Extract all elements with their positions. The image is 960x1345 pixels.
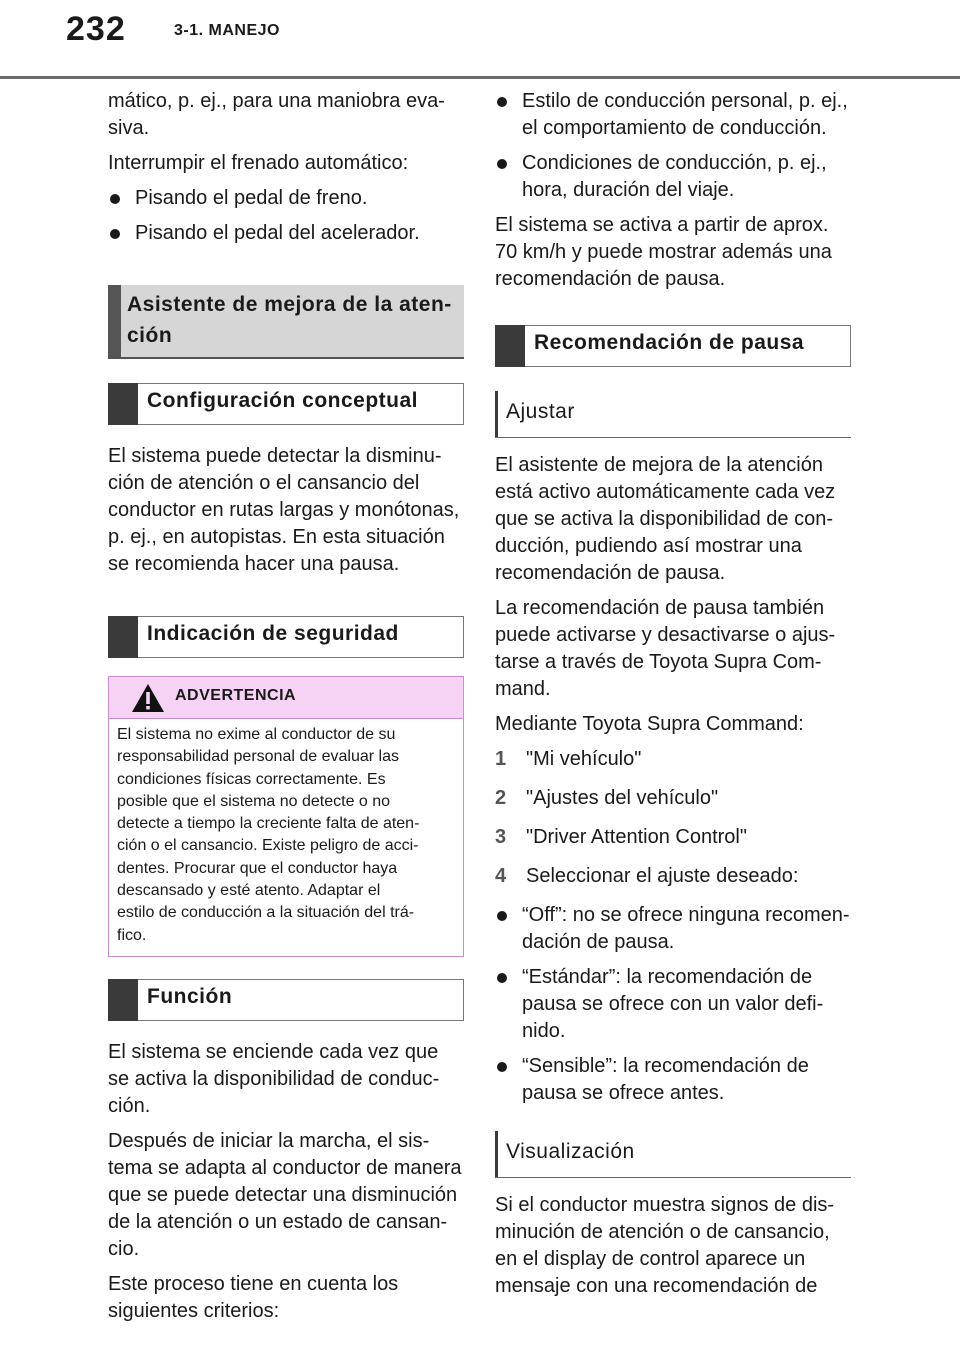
- list-item-text: “Sensible”: la recomendación de pausa se ofrece antes.: [522, 1055, 809, 1104]
- list-item-text: Pisando el pedal de freno.: [135, 187, 368, 209]
- paragraph: El sistema puede detectar la disminu- ción de atención o el cansancio del conductor en rutas largas y monótonas, p. ej., en autopistas. En esta situación se recomienda hacer una pausa.: [108, 445, 460, 575]
- section-heading-text: Configuración conceptual: [147, 389, 419, 412]
- list-item: [108, 185, 464, 212]
- section-heading: [108, 979, 464, 1021]
- page-number: 232: [66, 10, 126, 48]
- step-item: [495, 746, 851, 773]
- main-heading: [108, 285, 464, 357]
- heading-bar: [495, 325, 525, 367]
- heading-underline: [108, 357, 464, 359]
- section-heading-text: Indicación de seguridad: [147, 622, 399, 645]
- bullet-icon: [497, 911, 507, 921]
- heading-bar: [108, 979, 138, 1021]
- list-item-text: Pisando el pedal del acelerador.: [135, 222, 420, 244]
- step-number: 1: [495, 748, 507, 770]
- paragraph: El asistente de mejora de la atención está activo automáticamente cada vez que se activa la disponibilidad de con- ducción, pudiendo así mostrar una recomendación de pausa.: [495, 454, 836, 584]
- step-item: [495, 824, 851, 851]
- bullet-icon: [497, 97, 507, 107]
- paragraph: Mediante Toyota Supra Command:: [495, 713, 804, 735]
- paragraph: mático, p. ej., para una maniobra eva- siva.: [108, 90, 445, 139]
- sub-heading-text: Ajustar: [506, 400, 575, 423]
- step-text: "Mi vehículo": [526, 748, 642, 770]
- paragraph: El sistema se enciende cada vez que se activa la disponibilidad de conduc- ción.: [108, 1040, 440, 1117]
- list-item: [495, 964, 851, 1045]
- list-item-text: Condiciones de conducción, p. ej., hora, duración del viaje.: [522, 152, 827, 201]
- sub-heading-bar: [495, 391, 498, 437]
- list-item-text: Estilo de conducción personal, p. ej., el comportamiento de conducción.: [522, 90, 848, 139]
- section-heading: [108, 383, 464, 425]
- list-item: [495, 88, 851, 142]
- sub-heading: [495, 391, 851, 438]
- bullet-icon: [110, 194, 120, 204]
- section-heading-text: Función: [147, 984, 233, 1008]
- paragraph: La recomendación de pausa también puede activarse y desactivarse o ajus- tarse a través de Toyota Supra Com- mand.: [495, 597, 836, 700]
- section-heading-text: Recomendación de pausa: [534, 331, 805, 354]
- list-item: [495, 1053, 851, 1107]
- paragraph: Después de iniciar la marcha, el sis- tema se adapta al conductor de manera que se puede detectar una disminución de la atención o un estado de cansan- cio.: [108, 1129, 462, 1260]
- heading-bar: [108, 285, 121, 357]
- step-text: "Driver Attention Control": [526, 826, 747, 848]
- bullet-icon: [497, 159, 507, 169]
- list-item: [495, 902, 851, 956]
- warning-header: [109, 677, 463, 719]
- list-item: [108, 220, 464, 247]
- main-heading-text: Asistente de mejora de la aten- ción: [127, 293, 452, 347]
- warning-icon: [131, 683, 165, 713]
- paragraph: Si el conductor muestra signos de dis- minución de atención o de cansancio, en el display de control aparece un mensaje con una recomendación de: [495, 1194, 835, 1297]
- sub-heading-bar: [495, 1131, 498, 1177]
- sub-heading-text: Visualización: [506, 1140, 635, 1163]
- header-rule: [0, 76, 960, 79]
- bullet-icon: [110, 229, 120, 239]
- section-title: 3-1. MANEJO: [174, 22, 280, 39]
- section-heading: [108, 616, 464, 658]
- right-column: [495, 88, 851, 1308]
- step-text: Seleccionar el ajuste deseado:: [526, 865, 799, 887]
- step-number: 4: [495, 865, 507, 887]
- step-item: [495, 785, 851, 812]
- warning-title: ADVERTENCIA: [175, 687, 297, 704]
- paragraph: El sistema se activa a partir de aprox. 70 km/h y puede mostrar además una recomendación de pausa.: [495, 214, 832, 290]
- heading-bar: [108, 383, 138, 425]
- step-number: 3: [495, 826, 507, 848]
- step-text: "Ajustes del vehículo": [526, 787, 719, 809]
- warning-text: El sistema no exime al conductor de su responsabilidad personal de evaluar las condiciones físicas correctamente. Es posible que el sistema no detecte o no detecte a tiempo la creciente falta de aten- ción o el cansancio. Existe peligro de acci- dentes. Procurar que el conductor haya descansado y esté atento. Adaptar el estilo de conducción a la situación del trá- fico.: [117, 726, 420, 944]
- sub-heading: [495, 1131, 851, 1178]
- warning-box: [108, 676, 464, 957]
- heading-bar: [108, 616, 138, 658]
- list-item-text: “Estándar”: la recomendación de pausa se ofrece con un valor defi- nido.: [522, 966, 824, 1042]
- section-heading: [495, 325, 851, 367]
- page-header: [0, 0, 960, 80]
- paragraph: Interrumpir el frenado automático:: [108, 152, 409, 174]
- list-item-text: “Off”: no se ofrece ninguna recomen- dación de pausa.: [522, 904, 850, 953]
- list-item: [495, 150, 851, 204]
- paragraph: Este proceso tiene en cuenta los siguientes criterios:: [108, 1272, 399, 1322]
- step-number: 2: [495, 787, 507, 809]
- step-item: [495, 863, 851, 890]
- bullet-icon: [497, 973, 507, 983]
- bullet-icon: [497, 1062, 507, 1072]
- left-column: [108, 88, 464, 1333]
